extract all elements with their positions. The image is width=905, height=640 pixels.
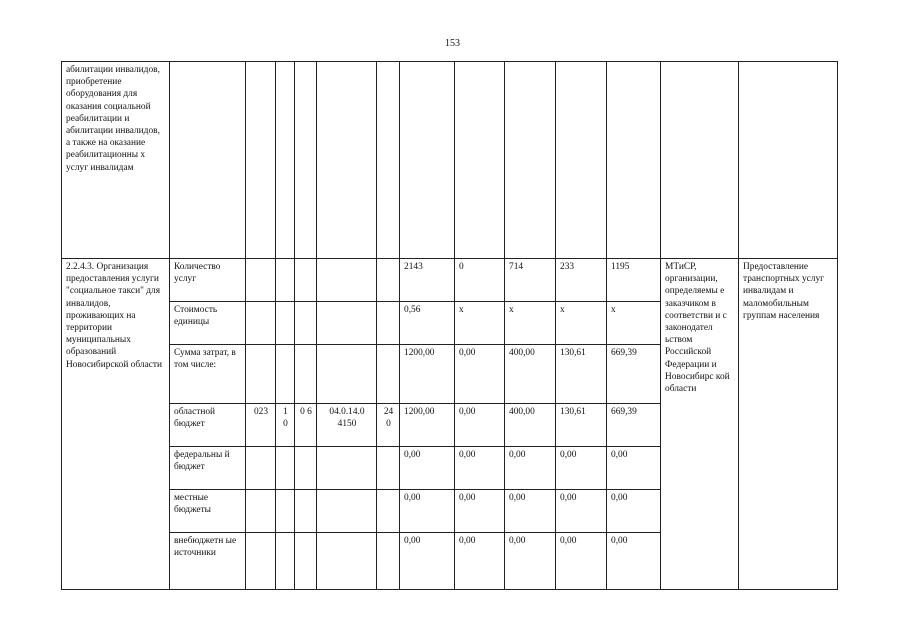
empty-cell [505, 62, 556, 259]
value-year-2: 0,00 [505, 490, 556, 533]
pr-cell [295, 259, 317, 302]
indicator-label: местные бюджеты [170, 490, 246, 533]
value-year-3: 0,00 [556, 447, 607, 490]
grbs-cell [246, 490, 276, 533]
grbs-cell [246, 345, 276, 404]
empty-cell [295, 62, 317, 259]
value-year-3: 233 [556, 259, 607, 302]
pr-cell [295, 533, 317, 590]
value-year-4: 669,39 [607, 404, 661, 447]
table-row-continuation [62, 62, 838, 259]
value-year-3: 130,61 [556, 404, 607, 447]
pr-cell [295, 345, 317, 404]
value-year-3: 130,61 [556, 345, 607, 404]
vr-cell [377, 533, 400, 590]
pr-cell [295, 447, 317, 490]
value-year-4: 0,00 [607, 533, 661, 590]
empty-cell [739, 62, 838, 259]
value-year-4: 1195 [607, 259, 661, 302]
csr-cell [317, 533, 377, 590]
value-total: 0,00 [400, 490, 455, 533]
continued-measure-name: абилитации инвалидов, приобретение оборудования для оказания социальной реабилитации и абилитации инвалидов, а также на оказание реабилитационны х услуг инвалидам [62, 62, 170, 259]
csr-cell [317, 447, 377, 490]
indicator-label: Количество услуг [170, 259, 246, 302]
executor-cell: МТиСР, организации, определяемы е заказчиком в соответстви и с законодател ьством Российской Федерации и Новосибирс кой области [661, 259, 739, 590]
vr-cell [377, 490, 400, 533]
vr-cell [377, 345, 400, 404]
value-year-3: 0,00 [556, 533, 607, 590]
csr-cell: 04.0.14.0 4150 [317, 404, 377, 447]
value-total: 2143 [400, 259, 455, 302]
csr-cell [317, 302, 377, 345]
grbs-cell [246, 533, 276, 590]
value-total: 0,00 [400, 447, 455, 490]
value-year-1: 0,00 [455, 345, 505, 404]
value-year-4: 0,00 [607, 490, 661, 533]
empty-cell [400, 62, 455, 259]
value-year-1: 0,00 [455, 404, 505, 447]
vr-cell [377, 259, 400, 302]
value-total: 1200,00 [400, 404, 455, 447]
rz-cell [276, 345, 295, 404]
empty-cell [556, 62, 607, 259]
grbs-cell [246, 259, 276, 302]
value-year-3: x [556, 302, 607, 345]
value-year-2: 400,00 [505, 345, 556, 404]
indicator-label: областной бюджет [170, 404, 246, 447]
grbs-cell [246, 447, 276, 490]
pr-cell [295, 302, 317, 345]
value-year-1: 0 [455, 259, 505, 302]
program-measures-table [61, 61, 838, 590]
csr-cell [317, 490, 377, 533]
csr-cell [317, 259, 377, 302]
value-year-1: 0,00 [455, 447, 505, 490]
value-year-1: 0,00 [455, 533, 505, 590]
rz-cell [276, 490, 295, 533]
value-year-3: 0,00 [556, 490, 607, 533]
empty-cell [607, 62, 661, 259]
expected-result-cell: Предоставление транспортных услуг инвалидам и маломобильным группам населения [739, 259, 838, 590]
value-year-2: 400,00 [505, 404, 556, 447]
indicator-label: Сумма затрат, в том числе: [170, 345, 246, 404]
rz-cell [276, 533, 295, 590]
value-total: 0,00 [400, 533, 455, 590]
vr-cell: 24 0 [377, 404, 400, 447]
value-year-2: 0,00 [505, 533, 556, 590]
value-year-4: 669,39 [607, 345, 661, 404]
rz-cell [276, 447, 295, 490]
value-total: 1200,00 [400, 345, 455, 404]
empty-cell [455, 62, 505, 259]
indicator-label: федеральны й бюджет [170, 447, 246, 490]
value-year-4: 0,00 [607, 447, 661, 490]
indicator-label: внебюджетн ые источники [170, 533, 246, 590]
empty-cell [377, 62, 400, 259]
value-year-4: x [607, 302, 661, 345]
indicator-label: Стоимость единицы [170, 302, 246, 345]
empty-cell [276, 62, 295, 259]
grbs-cell: 023 [246, 404, 276, 447]
empty-cell [661, 62, 739, 259]
value-year-1: x [455, 302, 505, 345]
table-row [62, 259, 838, 302]
rz-cell [276, 302, 295, 345]
value-year-2: 0,00 [505, 447, 556, 490]
vr-cell [377, 447, 400, 490]
grbs-cell [246, 302, 276, 345]
rz-cell [276, 259, 295, 302]
empty-cell [246, 62, 276, 259]
rz-cell: 1 0 [276, 404, 295, 447]
value-year-2: x [505, 302, 556, 345]
value-year-2: 714 [505, 259, 556, 302]
empty-cell [170, 62, 246, 259]
value-year-1: 0,00 [455, 490, 505, 533]
measure-name: 2.2.4.3. Организация предоставления услуги "социальное такси" для инвалидов, проживающих на территории муниципальных образований Новосибирской области [62, 259, 170, 590]
empty-cell [317, 62, 377, 259]
value-total: 0,56 [400, 302, 455, 345]
vr-cell [377, 302, 400, 345]
pr-cell [295, 490, 317, 533]
page-number: 153 [445, 38, 460, 49]
pr-cell: 0 6 [295, 404, 317, 447]
csr-cell [317, 345, 377, 404]
